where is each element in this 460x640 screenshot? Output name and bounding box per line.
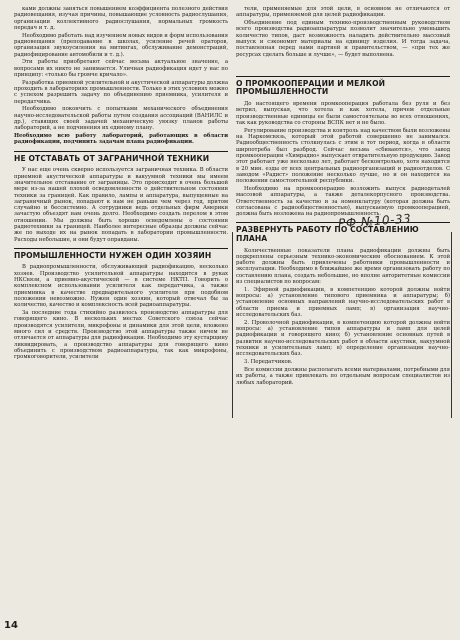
margin-bracket-left xyxy=(232,232,235,418)
paragraph: Разработка приемной усилительной и акустической аппаратуры должна проходить в лабораториях промышленности. Только в этих условиях можно с успехом разрешить задачу по объединению приемника, усилителя и передатчика. xyxy=(14,79,228,105)
right-column xyxy=(236,6,450,628)
section-heading: РАЗВЕРНУТЬ РАБОТУ ПО СОСТАВЛЕНИЮ ПЛАНА xyxy=(236,222,450,243)
paragraph: У нас еще очень скверно используется заграничная техника. В области приемной акустической аппаратуры и вакуумной техники мы имеем значительное отставание от заграницы. Это происходит в очень большой мере из-за нашей плохой осведомленности о действительном состоянии техники за границей. Как правило, лампы и аппаратура, выпущенные на заграничный рынок, попадают к нам не раньше чем через год, притом случайно и бессистемно. А сотрудники ведь отдельных фирм Америки зачастую объездят нам очень долго. Необходимо создать перелом в этом отношении. Мы должны быть хорошо осведомлены о состоянии радиотехники за границей. Наиболее интересные образцы должны сейчас же по выходе их на рынок попадать в лаборатории промышленности. Расходы небольшие, и они будут оправданы. xyxy=(14,167,228,243)
paragraph: Объединение под единым технико-производственным руководством всего производства радиоаппаратуры позволит значительно уменьшить количество типов, даст возможность наладить действительно массовый выпуск и сэкономит материалы на единицу изделия. И тогда задача, поставленная перед нами партией и правительством, — «при тех же ресурсах сделать больше и лучше», — будет выполнена. xyxy=(236,20,450,58)
paragraph: Количественные показатели плана радиофикации должны быть подкреплены серьезным технико-экономическим обоснованием. К этой работе должны быть привлечены работники промышленности и эксплуатации. Необходимо в ближайшее же время организовать работу по составлению плана, создать небольшие, но вполне авторитетные комиссии из специалистов по вопросам: xyxy=(236,247,450,286)
paragraph: В радиопромышленности, обслуживающей радиофикацию, несколько хозяев. Производство усилительной аппаратуры находится в руках НКСвязи, а приемно-акустической — в системе НКТП. Говорить о комплексном использовании усилителя как передатчика, а также приемника в качестве предварительного усилителя при подобном положении невозможно. Нужен один хозяин, который отвечал бы за количество, качество и комплексность всей радиоаппаратуры. xyxy=(14,264,228,309)
page-number: 14 xyxy=(4,620,18,631)
left-column xyxy=(14,6,228,628)
paragraph: Необходимо работать над изучением новых видов и форм использования радиовещания (преподавание в школах, усиление речей ораторов, организация звукоусиления на митингах, обслуживание демонстраций, радиофицирование автомобили и т. д.). xyxy=(14,32,228,58)
section-heading: ПРОМЫШЛЕННОСТИ НУЖЕН ОДИН ХОЗЯИН xyxy=(14,248,228,261)
handwritten-note: РФ №10-33 xyxy=(337,211,412,231)
paragraph: тели, применяемые для этой цели, в основном не отличаются от аппаратуры, применяемой для целей радиофикации. xyxy=(236,6,450,19)
paragraph: За последние года стихийно развилось производство аппаратуры для говорящего кино. В нескольких местах Советского союза сейчас производятся усилители, микрофоны и динамики для этой цели, вложено много сил и средств. Производство этой аппаратуры также ничем не отличается от аппаратуры для радиофикации. Необходимо эту кустарщину ликвидировать, а производство аппаратуры для говорящего кино объединить с производством радиоаппаратуры, так как микрофоны, громкоговорители, усилители xyxy=(14,310,228,361)
paragraph: До настоящего времени промкооперация работала без руля и без ветрил, выпуская, что хотела и как хотела, причем отдельные производственные единицы ее были самостоятельны во всех отношениях, так как руководства со стороны ВСПК нет и не было. xyxy=(236,101,450,126)
section-heading: НЕ ОТСТАВАТЬ ОТ ЗАГРАНИЧНОЙ ТЕХНИКИ xyxy=(14,151,228,164)
paragraph: Необходимо на промкооперацию возложить выпуск радиодеталей массовой аппаратуры, а также деталекорпусного производства. Ответственность за качество и за номенклатуру (которая должна быть согласована с радиообщественностью), выпускаемую промкооперацией, должна быть возложена на радиопромышленность. xyxy=(236,185,450,218)
paragraph: Эти работы приобретают сейчас весьма актуальное значение, а вопросами их никто не занимается. Уличная радиофикация идет у нас по принципу: «только бы громче кричало». xyxy=(14,59,228,78)
paragraph: 1. Эфирной радиофикации, в компетенцию которой должны войти вопросы: а) установление типового приемника и аппаратуры; б) установление основных направлений научно-исследовательских работ в области приема и приемных ламп; в) организация научно-исследовательских баз. xyxy=(236,286,450,319)
paragraph: Необходимо покончить с попытками механического объединения научно-исследовательской работы путем создания ассоциаций (ВАНИЛС и др.), ставящих своей задачей механическую увязку планов работы лабораторий, а не подчинения их единому плану. xyxy=(14,106,228,132)
paragraph: Все комиссии должны располагать всеми материалами, потребными для их работы, а также привлекать по отдельным вопросам специалистов из любых лабораторий. xyxy=(236,366,450,386)
margin-bracket-right xyxy=(449,232,452,418)
section-heading: О ПРОМКООПЕРАЦИИ И МЕЛКОЙ ПРОМЫШЛЕННОСТИ xyxy=(236,76,450,97)
paragraph: 2. Проволочной радиофикации, в компетенцию которой должны войти вопросы: а) установление типов аппаратуры и ламп для целей радиофикации и говорящего кино; б) установление основных путей в развитии научно-исследовательских работ в области акустики, вакуумной техники и усилительных ламп; в) определение организации научно-исследовательских баз. xyxy=(236,319,450,358)
emphasized-paragraph: Необходимо всю работу лабораторий, работающих в области радиофикации, подчинить задачам плана радиофикации. xyxy=(14,133,228,146)
paragraph: 3. Передатчиков. xyxy=(244,359,293,366)
paragraph: ками должны заняться повышением коэффициента полезного действия радиовещания, изучая причины, повышающие условность радиослушания, организации коллективного радиослушания, нормальных громкость передач и т. д. xyxy=(14,6,228,31)
paragraph: Регулирование производства и контроль над качеством были возложены на Наркомсвязь, который этой работой совершенно не занимался. Радиообщественность столкнулась с этим в тот период, когда в области ширпотреба был разброд. Сейчас весьма «сбиваются», что завод промкооперации «Химрадио» выпускает отвратительную продукцию. Завод этот работает уже несколько лет, работает бесконтрольно, хотя находится в 20 мин. езды от всех центральных радиоорганизаций и радиоотделов. С заводом «Радист» положение несколько лучше, но и он находится на положении самостоятельной республики. xyxy=(236,127,450,185)
